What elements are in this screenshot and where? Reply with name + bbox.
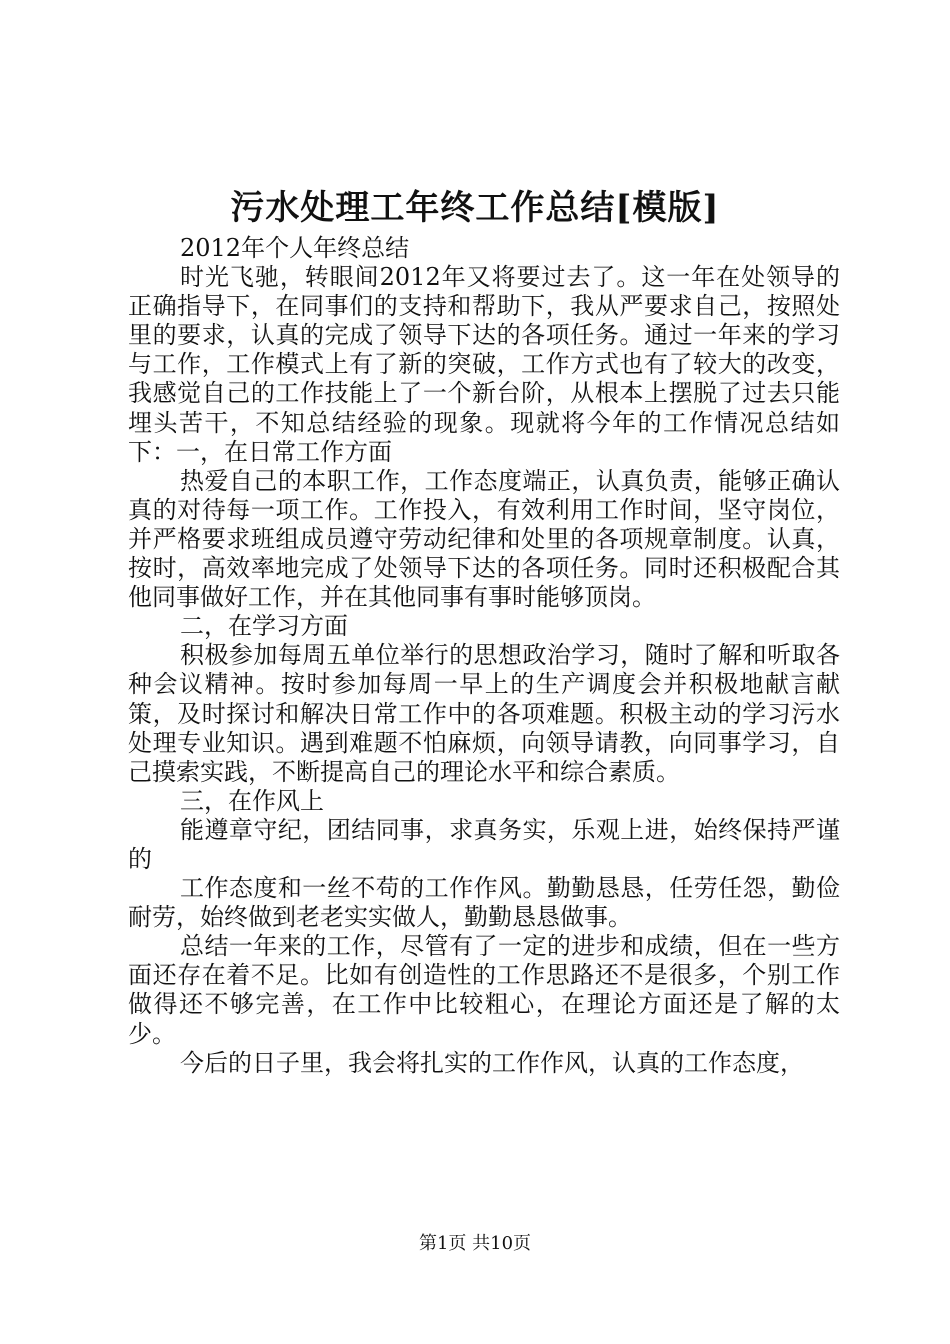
document-body (128, 234, 840, 1078)
paragraph-intro: 时光飞驰，转眼间2012年又将要过去了。这一年在处领导的正确指导下，在同事们的支持和帮助下，我从严要求自己，按照处里的要求，认真的完成了领导下达的各项任务。通过一年来的学习与工作，工作模式上有了新的突破，工作方式也有了较大的改变，我感觉自己的工作技能上了一个新台阶，从根本上摆脱了过去只能埋头苦干，不知总结经验的现象。现就将今年的工作情况总结如下：一，在日常工作方面 (128, 263, 840, 466)
paragraph-style-2: 工作态度和一丝不苟的工作作风。勤勤恳恳，任劳任怨，勤俭耐劳，始终做到老老实实做人，勤勤恳恳做事。 (128, 874, 840, 932)
paragraph-style-1: 能遵章守纪，团结同事，求真务实，乐观上进，始终保持严谨的 (128, 815, 840, 873)
section-heading-study: 二，在学习方面 (180, 612, 348, 641)
paragraph-study: 积极参加每周五单位举行的思想政治学习，随时了解和听取各种会议精神。按时参加每周一早上的生产调度会并积极地献言献策，及时探讨和解决日常工作中的各项难题。积极主动的学习污水处理专业知识。遇到难题不怕麻烦，向领导请教，向同事学习，自己摸索实践，不断提高自己的理论水平和综合素质。 (128, 641, 840, 786)
document-title: 污水处理工年终工作总结[模版] (230, 188, 720, 228)
paragraph-subtitle: 2012年个人年终总结 (180, 234, 410, 262)
paragraph-future: 今后的日子里，我会将扎实的工作作风，认真的工作态度， (180, 1048, 804, 1077)
paragraph-shortcomings: 总结一年来的工作，尽管有了一定的进步和成绩，但在一些方面还存在着不足。比如有创造性的工作思路还不是很多，个别工作做得还不够完善，在工作中比较粗心，在理论方面还是了解的太少。 (128, 932, 840, 1048)
page-footer: 第1页 共10页 (418, 1233, 532, 1254)
paragraph-daily-work: 热爱自己的本职工作，工作态度端正，认真负责，能够正确认真的对待每一项工作。工作投入，有效利用工作时间，坚守岗位，并严格要求班组成员遵守劳动纪律和处里的各项规章制度。认真，按时，高效率地完成了处领导下达的各项任务。同时还积极配合其他同事做好工作，并在其他同事有事时能够顶岗。 (128, 466, 840, 612)
section-heading-style: 三，在作风上 (180, 786, 324, 815)
